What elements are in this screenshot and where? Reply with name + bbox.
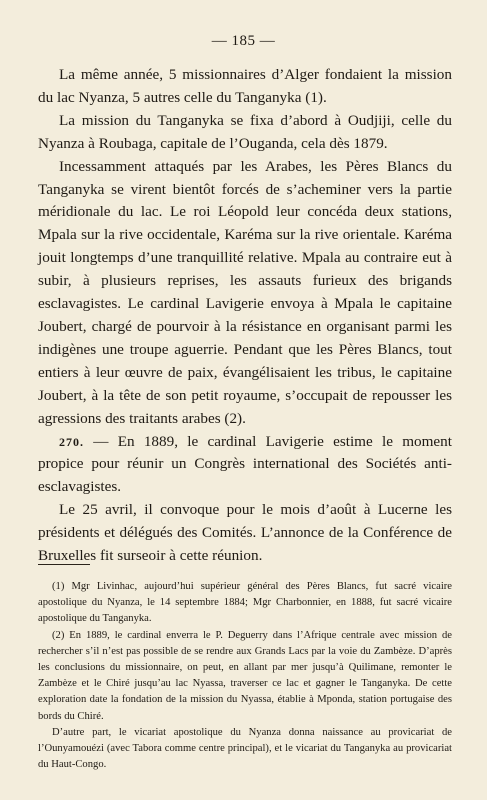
paragraph-lucerne-congress: Le 25 avril, il convoque pour le mois d’août à Lucerne les présidents et délégués des Comités. L’annonce de la Conférence de Bruxelles fit surseoir à cette réunion. [38, 501, 452, 565]
main-text [38, 64, 452, 568]
footnotes [38, 579, 452, 773]
section-number: 270. [59, 434, 84, 449]
section-text: — En 1889, le cardinal Lavigerie estime le moment propice pour réunir un Congrès international des Sociétés anti-esclavagistes. [38, 432, 452, 496]
footnote-1: (1) Mgr Livinhac, aujourd’hui supérieur général des Pères Blancs, fut sacré vicaire apostolique du Nyanza, le 14 septembre 1884; Mgr Charbonnier, en 1888, fut sacré vicaire apostolique du Tanganyka. [38, 581, 452, 625]
paragraph-arab-attacks: Incessamment attaqués par les Arabes, les Pères Blancs du Tanganyka se virent bientôt forcés de s’acheminer vers la partie méridionale du lac. Le roi Léopold leur concéda deux stations, Mpala sur la rive occidentale, Karéma sur la rive orientale. Karéma jouit longtemps d’une tranquillité relative. Mpala au contraire eut à subir, à plusieurs reprises, les assauts furieux des brigands esclavagistes. Le cardinal Lavigerie envoya à Mpala le capitaine Joubert, chargé de pourvoir à la résistance en organisant parmi les indigènes une troupe aguerrie. Pendant que les Pères Blancs, tout entiers à leur œuvre de paix, évangélisaient les tribus, le capitaine Joubert, à la tête de son petit royaume, s’occupait de repousser les agressions des traitants arabes (2). [38, 157, 452, 427]
paragraph-section-270 [38, 431, 452, 500]
page-number: — 185 — [211, 33, 276, 49]
paragraph-mission-locations: La mission du Tanganyka se fixa d’abord à Oudjiji, celle du Nyanza à Roubaga, capitale de l’Ouganda, cela dès 1879. [38, 111, 452, 152]
footnote-2: (2) En 1889, le cardinal enverra le P. Deguerry dans l’Afrique centrale avec mission de rechercher s’il n’est pas possible de se rendre aux Grands Lacs par la voie du Zambèze. D’après les conclusions du missionnaire, on peut, en allant par mer jusqu’à Quilimane, remonter le Zambèze et le Chiré jusqu’au lac Nyassa, traverser ce lac et gagner le Tanganyka. De cette exploration date la fondation de la mission du Nyassa, établie à Mponda, station portugaise des bords du Chiré. [38, 629, 452, 722]
footnote-2-continued: D’autre part, le vicariat apostolique du Nyanza donna naissance au provicariat de l’Ounyamouézi (avec Tabora comme centre principal), et le vicariat du Tanganyka au provicariat du Haut-Congo. [38, 726, 452, 771]
paragraph-missions-founded: La même année, 5 missionnaires d’Alger fondaient la mission du lac Nyanza, 5 autres celle du Tanganyka (1). [38, 66, 452, 106]
footnote-divider [38, 564, 90, 565]
